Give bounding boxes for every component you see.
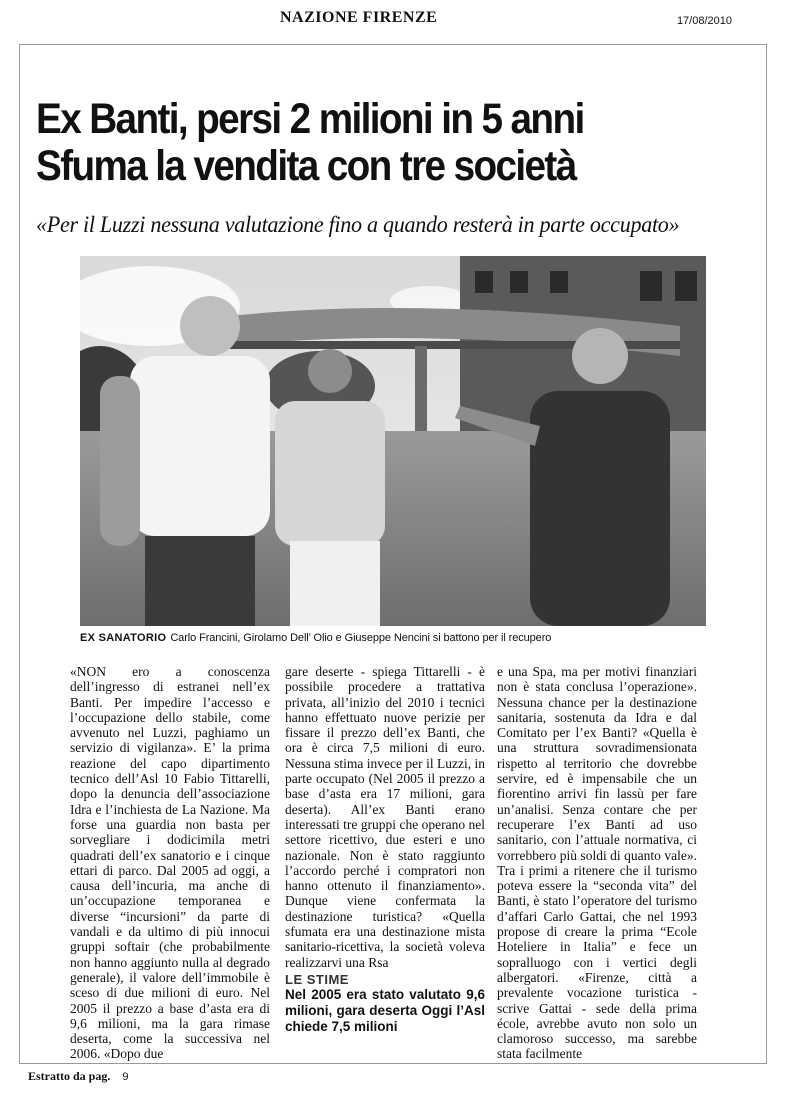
page-footer bbox=[28, 1069, 128, 1084]
headline-line-1: Ex Banti, persi 2 milioni in 5 anni bbox=[36, 95, 584, 143]
photo-caption-label: EX SANATORIO bbox=[80, 632, 167, 644]
masthead bbox=[0, 9, 786, 31]
article-photo bbox=[80, 256, 706, 626]
newspaper-name: NAZIONE FIRENZE bbox=[280, 9, 438, 26]
headline bbox=[36, 96, 693, 190]
article-column-2-text: gare deserte - spiega Tittarelli - è possibile procedere a trattativa privata, all’inizio del 2010 i tecnici hanno effettuato nuove perizie per fissare il prezzo dell’ex Banti, che ora è circa 7,5 milioni di euro. Nessuna stima invece per il Luzzi, in parte occupato (Nel 2005 il prezzo a base d’asta era 17 milioni, gara deserta). All’ex Banti erano interessati tre gruppi che operano nel settore ricettivo, due esteri e uno nazionale. Non è stato raggiunto l’accordo perché i compratori non hanno ottenuto il finanziamento». Dunque viene confermata la destinazione turistica? «Quella sfumata era una destinazione mista sanitario-ricettiva, la società voleva realizzarvi una Rsa bbox=[285, 664, 485, 970]
footer-page-number: 9 bbox=[122, 1071, 129, 1083]
publication-date: 17/08/2010 bbox=[676, 15, 732, 27]
article-column-1: «NON ero a conoscenza dell’ingresso di estranei nell’ex Banti. Per impedire l’accesso e l’occupazione dello stabile, come avvenuto nel Luzzi, paghiamo un servizio di vigilanza». E’ la prima reazione del capo dipartimento tecnico dell’Asl 10 Fabio Tittarelli, dopo la denuncia dell’associazione Idra e l’inchiesta de La Nazione. Ma forse una guardia non basta per sorvegliare i dodicimila metri quadrati dell’ex sanatorio e i cinque ettari di parco. Dal 2005 ad oggi, a causa dell’incuria, ma anche di un’occupazione temporanea e diverse “incursioni” da parte di vandali e da ultimo di più innocui gruppi softair (che probabilmente non hanno aggiunto nulla al degrado generale), il valore dell’immobile è sceso di due milioni di euro. Nel 2005 il prezzo a base d’asta era di 9,6 milioni, ma la gara rimase deserta, come la successiva nel 2006. «Dopo due bbox=[70, 664, 270, 1062]
footer-label: Estratto da pag. bbox=[28, 1069, 111, 1083]
estimates-box bbox=[285, 972, 485, 1035]
photo-illustration bbox=[80, 256, 706, 626]
article-column-3: e una Spa, ma per motivi finanziari non è stata conclusa l’operazione». Nessuna chance per la destinazione sanitaria, sostenuta da Idra e dal Comitato per l’ex Banti? «Quella è una struttura sovradimensionata rispetto al territorio che dovrebbe servire, ed è impensabile che un fiorentino arrivi fin lassù per fare un’analisi. Senza contare che per recuperare l’ex Banti ad uso sanitario, con l’attuale normativa, ci vorrebbero più soldi di quanto vale». Tra i primi a ritenere che il turismo poteva essere la “seconda vita” del Banti, è stato l’operatore del turismo d’affari Carlo Gattai, che nel 1993 propose di creare la prima “Ecole Hoteliere in Italia” e fece un sopralluogo con i vertici degli albergatori. «Firenze, città a prevalente vocazione turistica - scrive Gattai - sede della prima école, avrebbe avuto non solo un clamoroso successo, ma sarebbe stata facilmente bbox=[497, 664, 697, 1062]
photo-caption-text: Carlo Francini, Girolamo Dell’ Olio e Giuseppe Nencini si battono per il recupero bbox=[170, 632, 552, 644]
subheadline: «Per il Luzzi nessuna valutazione fino a quando resterà in parte occupato» bbox=[36, 212, 680, 237]
estimates-box-text: Nel 2005 era stato valutato 9,6 milioni, gara deserta Oggi l’Asl chiede 7,5 milioni bbox=[285, 987, 485, 1035]
photo-caption bbox=[80, 632, 706, 644]
estimates-box-label: LE STIME bbox=[285, 971, 349, 987]
headline-line-2: Sfuma la vendita con tre società bbox=[36, 142, 576, 190]
article-column-2 bbox=[285, 664, 485, 1035]
